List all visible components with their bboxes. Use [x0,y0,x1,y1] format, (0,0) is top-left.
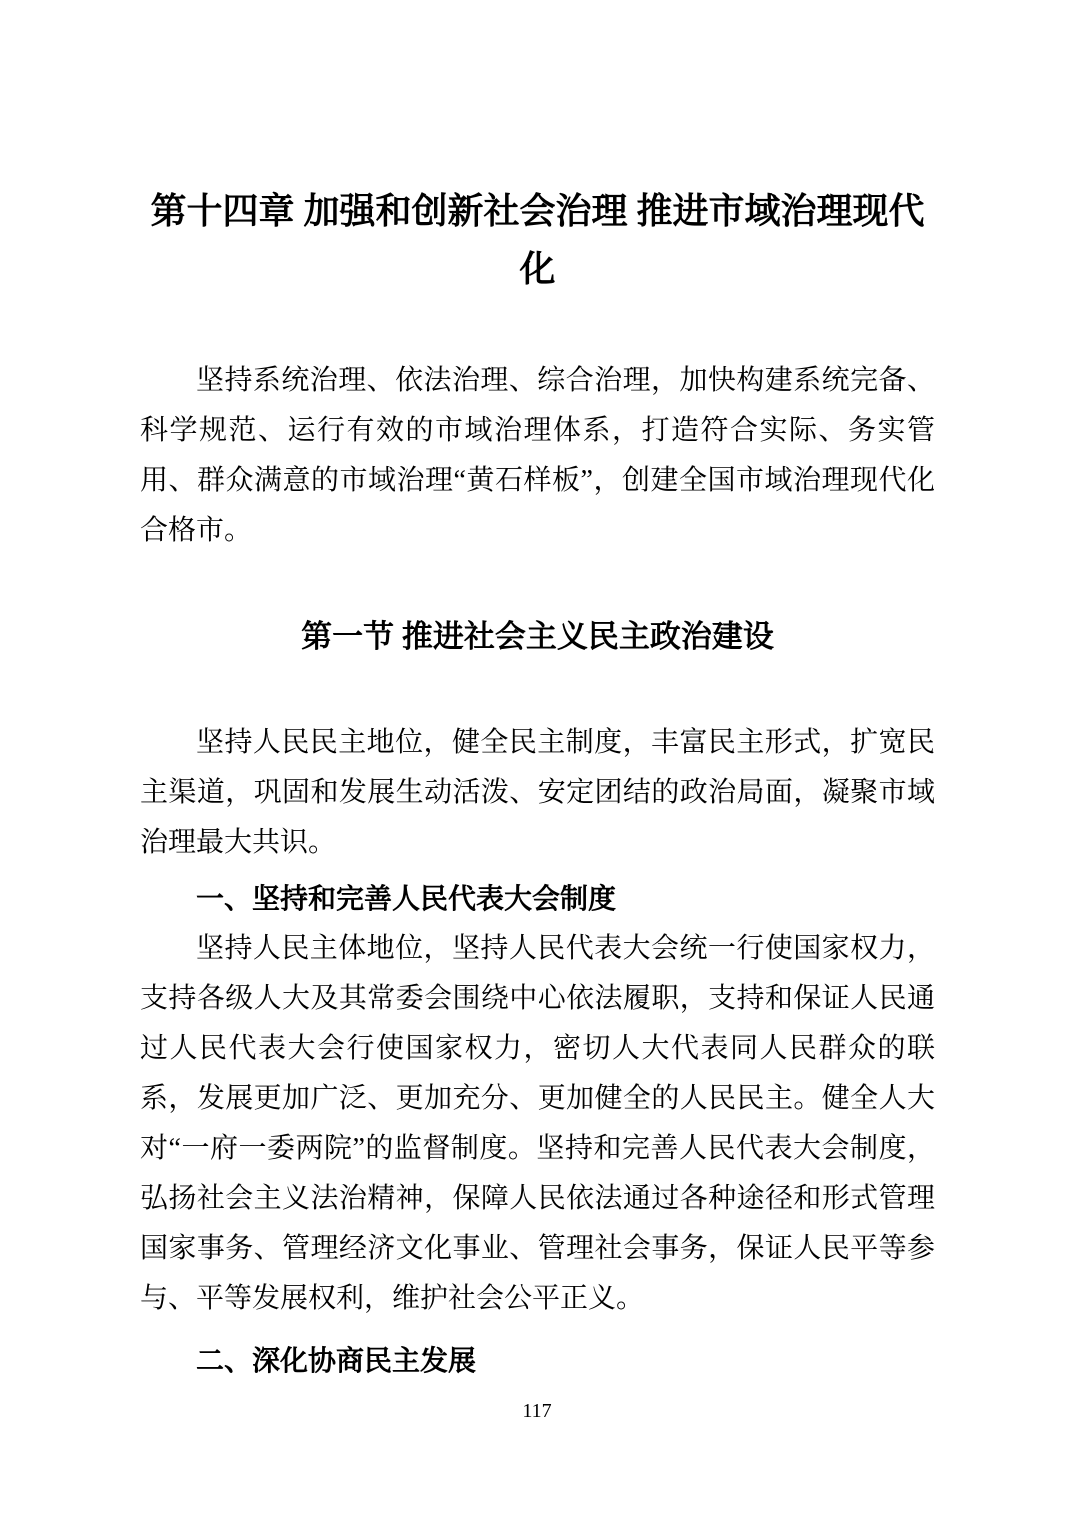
chapter-intro-paragraph: 坚持系统治理、依法治理、综合治理，加快构建系统完备、科学规范、运行有效的市域治理体系，打造符合实际、务实管用、群众满意的市域治理“黄石样板”，创建全国市域治理现代化合格市。 [140,365,935,546]
subsection-body-1: 坚持人民主体地位，坚持人民代表大会统一行使国家权力，支持各级人大及其常委会围绕中心依法履职，支持和保证人民通过人民代表大会行使国家权力，密切人大代表同人民群众的联系，发展更加广泛、更加充分、更加健全的人民民主。健全人大对“一府一委两院”的监督制度。坚持和完善人民代表大会制度，弘扬社会主义法治精神，保障人民依法通过各种途径和形式管理国家事务、管理经济文化事业、管理社会事务，保证人民平等参与、平等发展权利，维护社会公平正义。 [140,933,935,1314]
section-intro-paragraph: 坚持人民民主地位，健全民主制度，丰富民主形式，扩宽民主渠道，巩固和发展生动活泼、安定团结的政治局面，凝聚市域治理最大共识。 [140,727,935,858]
subsection-heading-2: 二、深化协商民主发展 [196,1345,477,1376]
chapter-title: 第十四章 加强和创新社会治理 推进市域治理现代化 [150,191,925,289]
section-title: 第一节 推进社会主义民主政治建设 [301,619,774,654]
page-number: 117 [522,1400,552,1422]
subsection-heading-1: 一、坚持和完善人民代表大会制度 [196,883,617,914]
